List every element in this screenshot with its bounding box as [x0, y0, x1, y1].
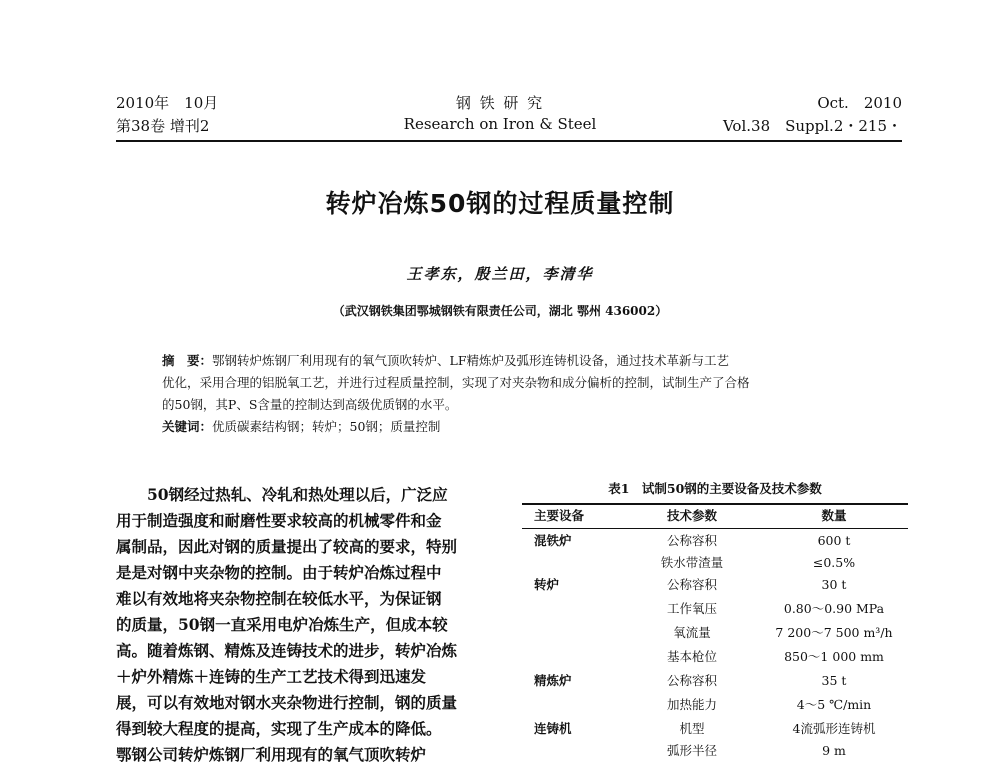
body-line: 展，可以有效地对钢水夹杂物进行控制，钢的质量 — [116, 693, 458, 712]
paper-affiliation: （武汉钢铁集团鄂城钢铁有限责任公司，湖北 鄂州 436002） — [332, 304, 668, 318]
journal-volume-page: Vol.38 Suppl.2・215・ — [722, 117, 902, 135]
table-header-rule — [522, 528, 908, 529]
body-line: 的质量，50钢一直采用电炉冶炼生产，但成本较 — [116, 615, 448, 634]
table-header-param: 技术参数 — [666, 508, 717, 523]
body-line: 鄂钢公司转炉炼钢厂利用现有的氧气顶吹转炉 — [116, 745, 427, 764]
table-row: 铁水带渣量 ≤0.5% — [660, 555, 856, 570]
header-rule — [116, 140, 902, 142]
body-line: ＋炉外精炼＋连铸的生产工艺技术得到迅速发 — [116, 667, 427, 686]
body-line: 属制品，因此对钢的质量提出了较高的要求，特别 — [116, 537, 458, 556]
abstract-label: 摘 要： — [162, 353, 213, 368]
journal-date-en: Oct. 2010 — [817, 94, 902, 112]
table-header-value: 数量 — [821, 508, 847, 523]
journal-volume-issue: 第38卷 增刊2 — [116, 117, 210, 135]
keywords-label: 关键词： — [162, 419, 213, 434]
table-row: 氧流量 7 200～7 500 m³/h — [673, 625, 893, 640]
table-row: 弧形半径 9 m — [666, 743, 846, 758]
body-line: 是是对钢中夹杂物的控制。由于转炉冶炼过程中 — [116, 563, 442, 582]
journal-date: 2010年 10月 — [116, 94, 219, 112]
body-line: 得到较大程度的提高，实现了生产成本的降低。 — [116, 719, 442, 738]
body-line: 高。随着炼钢、精炼及连铸技术的进步，转炉冶炼 — [116, 641, 458, 660]
journal-name-cn: 钢 铁 研 究 — [455, 94, 545, 112]
body-line: 50钢经过热轧、冷轧和热处理以后，广泛应 — [147, 485, 448, 504]
table-header-row — [522, 505, 908, 527]
table-row: 基本枪位 850～1 000 mm — [666, 649, 884, 664]
keywords-text: 优质碳素结构钢；转炉；50钢；质量控制 — [212, 419, 441, 434]
body-line: 难以有效地将夹杂物控制在较低水平，为保证钢 — [116, 589, 442, 608]
body-text — [116, 482, 496, 768]
table-row: 工作氧压 0.80～0.90 MPa — [666, 601, 885, 616]
table-row: 混铁炉 公称容积 600 t — [534, 533, 851, 548]
abstract-line-2: 优化，采用合理的铝脱氧工艺，并进行过程质量控制，实现了对夹杂物和成分偏析的控制，试制生产了合格 — [162, 375, 750, 390]
table-caption: 表1 试制50钢的主要设备及技术参数 — [608, 481, 822, 496]
table-row: 连铸机 机型 4流弧形连铸机 — [534, 721, 876, 736]
table-row: 加热能力 4～5 ℃/min — [666, 697, 872, 712]
table-row: 精炼炉 公称容积 35 t — [534, 673, 847, 688]
abstract-line-1: 摘 要：鄂钢转炉炼钢厂利用现有的氧气顶吹转炉、LF精炼炉及弧形连铸机设备，通过技术革新与工艺 — [162, 353, 729, 368]
body-line: 用于制造强度和耐磨性要求较高的机械零件和金 — [116, 511, 442, 530]
abstract-line-3: 的50钢，其P、S含量的控制达到高级优质钢的水平。 — [162, 397, 458, 412]
paper-title: 转炉冶炼50钢的过程质量控制 — [325, 189, 675, 218]
journal-name-en: Research on Iron & Steel — [403, 115, 597, 133]
table-row: 转炉 公称容积 30 t — [534, 577, 847, 592]
abstract — [162, 350, 862, 438]
paper-authors: 王孝东，殷兰田，李清华 — [406, 265, 594, 283]
table-header-equipment: 主要设备 — [534, 508, 585, 523]
keywords — [162, 416, 862, 438]
